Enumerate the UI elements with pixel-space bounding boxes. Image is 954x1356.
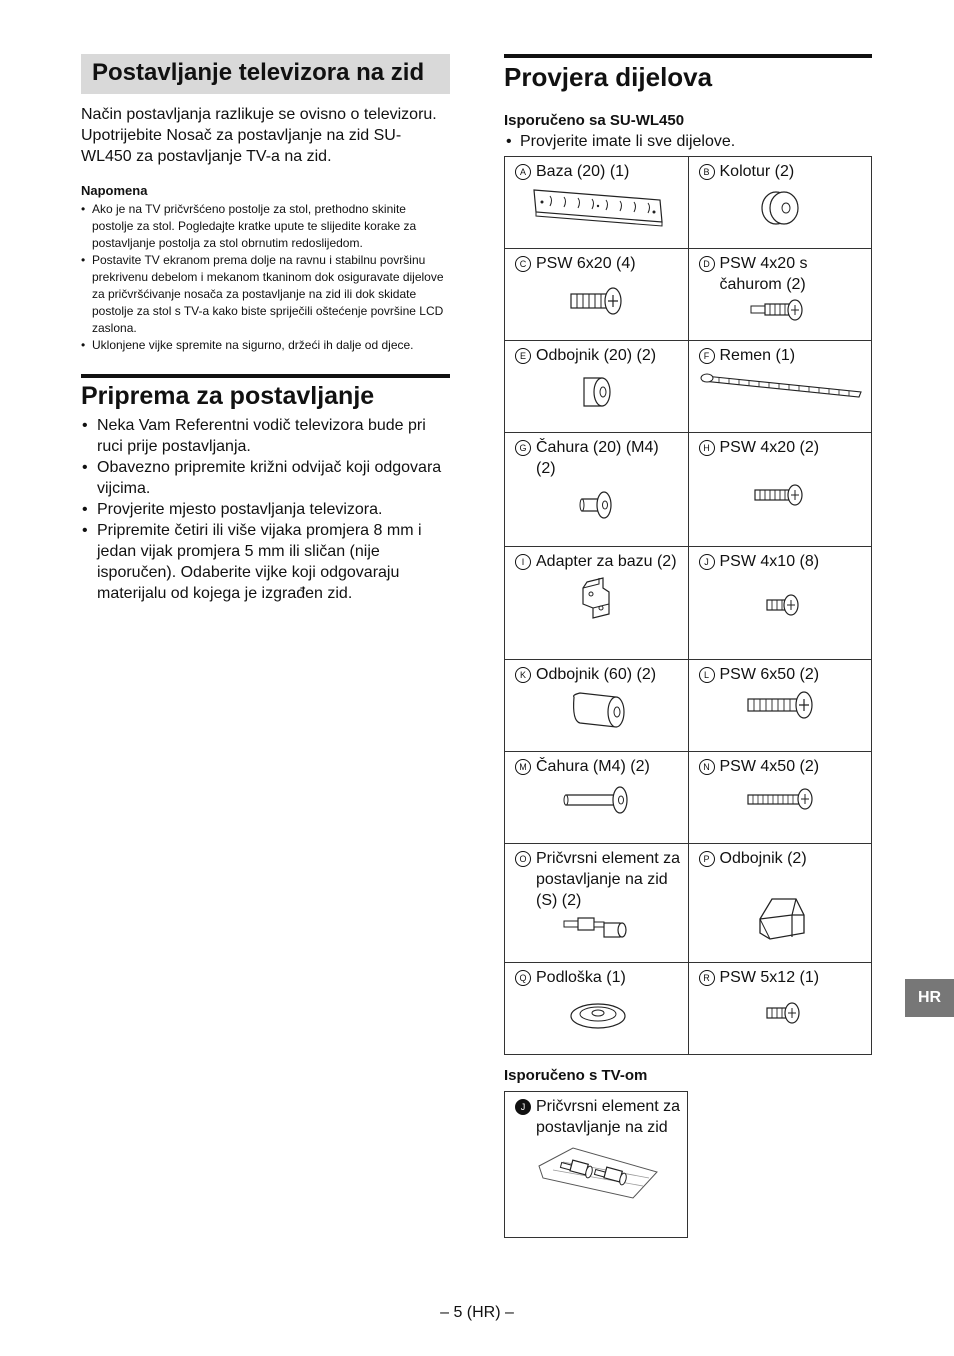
part-label: PSW 5x12 (1) [719, 969, 820, 986]
tv-parts-table [504, 1091, 688, 1238]
mounting-hook-pair-icon [533, 1138, 663, 1204]
part-cell-f [688, 341, 872, 433]
prep-item: • Neka Vam Referentni vodič televizora bude pri ruci prije postavljanja. [81, 415, 450, 457]
screw-icon [563, 282, 633, 322]
screw-icon [757, 994, 807, 1034]
part-cell-q [505, 963, 689, 1055]
letter-badge: R [699, 970, 715, 986]
letter-badge: E [515, 348, 531, 364]
note-item: • Uklonjene vijke spremite na sigurno, držeći ih dalje od djece. [81, 337, 450, 354]
intro-line-1: Način postavljanja razlikuje se ovisno o televizoru. [81, 106, 437, 123]
part-cell-d [688, 249, 872, 341]
letter-badge: J [699, 554, 715, 570]
part-label: Kolotur (2) [719, 163, 795, 180]
part-label: Odbojnik (60) (2) [536, 666, 657, 683]
part-cell-o [505, 844, 689, 963]
section-title-preparation: Priprema za postavljanje [81, 374, 450, 411]
supplied-with-heading: Isporučeno sa SU-WL450 [504, 112, 685, 129]
part-cell-n [688, 752, 872, 844]
part-label: Pričvrsni element za postavljanje na zid [536, 1098, 681, 1136]
part-cell-g [505, 433, 689, 547]
letter-badge: Q [515, 970, 531, 986]
spacer-icon [578, 370, 618, 414]
part-label: Čahura (M4) (2) [536, 758, 650, 775]
part-label: Adapter za bazu (2) [536, 553, 677, 570]
screw-icon [742, 687, 822, 727]
sleeve-icon [578, 485, 618, 525]
part-label: PSW 4x20 s čahurom (2) [719, 255, 808, 293]
letter-badge: F [699, 348, 715, 364]
part-cell-c [505, 249, 689, 341]
note-item: • Ako je na TV pričvršćeno postolje za stol, prethodno skinite postolje za stol. Pogledajte kratke upute te slijedite korake za postavljanje postolja za stol obrnutim redoslijedom. [81, 201, 450, 252]
part-label: PSW 6x20 (4) [536, 255, 636, 272]
rubber-spacer-icon [752, 893, 812, 943]
letter-badge: O [515, 851, 531, 867]
long-spacer-icon [566, 687, 630, 733]
tv-part-cell [505, 1092, 688, 1238]
note-list [81, 201, 450, 354]
prep-item: • Provjerite mjesto postavljanja televizora. [81, 499, 450, 520]
part-label: PSW 6x50 (2) [719, 666, 820, 683]
intro-line-2: Upotrijebite Nosač za postavljanje na zid SU-WL450 za postavljanje TV-a na zid. [81, 127, 402, 165]
section-title-wall-mounting: Postavljanje televizora na zid [81, 54, 450, 94]
prep-item: • Obavezno pripremite križni odvijač koji odgovara vijcima. [81, 457, 450, 499]
letter-badge: C [515, 256, 531, 272]
base-adapter-icon [573, 574, 623, 620]
part-label: Podloška (1) [536, 969, 626, 986]
wall-bracket-base-icon [528, 182, 668, 232]
letter-badge: K [515, 667, 531, 683]
washer-icon [563, 996, 633, 1036]
right-column [504, 54, 872, 1238]
letter-badge: G [515, 440, 531, 456]
section-title-parts-check: Provjera dijelova [504, 54, 872, 92]
letter-badge: I [515, 554, 531, 570]
letter-badge: N [699, 759, 715, 775]
part-cell-m [505, 752, 689, 844]
part-cell-l [688, 660, 872, 752]
page-number: – 5 (HR) – [440, 1304, 514, 1321]
part-label: PSW 4x10 (8) [719, 553, 820, 570]
check-note: • Provjerite imate li sve dijelove. [504, 131, 872, 152]
part-label: PSW 4x50 (2) [719, 758, 820, 775]
letter-badge: J [515, 1099, 531, 1115]
left-column [81, 54, 450, 604]
pulley-icon [752, 182, 812, 232]
note-title: Napomena [81, 183, 148, 198]
language-tab: HR [905, 979, 954, 1017]
note-item: • Postavite TV ekranom prema dolje na ravnu i stabilnu površinu prekrivenu debelom i mekanom tkaninom dok osiguravate dijelove za pričvršćivanje nosača za postavljanje na zid ili dok skidate postolje za stol s TV-a kako biste spriječili oštećenje površine LCD zaslona. [81, 252, 450, 337]
screw-icon [757, 586, 807, 626]
part-label: PSW 4x20 (2) [719, 439, 820, 456]
part-cell-h [688, 433, 872, 547]
part-label: Baza (20) (1) [536, 163, 630, 180]
intro-text [81, 104, 450, 167]
parts-table [504, 156, 872, 1055]
prep-list [81, 415, 450, 604]
part-cell-j [688, 547, 872, 660]
part-label: Čahura (20) (M4) (2) [536, 439, 659, 477]
part-cell-i [505, 547, 689, 660]
screw-icon [742, 781, 822, 821]
sleeved-screw-icon [747, 295, 817, 325]
part-label: Pričvrsni element za postavljanje na zid (S) (2) [536, 850, 681, 909]
screw-icon [747, 476, 817, 516]
part-label: Odbojnik (2) [719, 850, 807, 867]
supplied-with-tv-heading: Isporučeno s TV-om [504, 1067, 648, 1084]
part-label: Odbojnik (20) (2) [536, 347, 657, 364]
letter-badge: M [515, 759, 531, 775]
letter-badge: L [699, 667, 715, 683]
part-cell-b [688, 157, 872, 249]
part-cell-r [688, 963, 872, 1055]
letter-badge: A [515, 164, 531, 180]
part-cell-a [505, 157, 689, 249]
belt-icon [699, 366, 867, 402]
part-label: Remen (1) [719, 347, 796, 364]
part-cell-k [505, 660, 689, 752]
letter-badge: D [699, 256, 715, 272]
letter-badge: B [699, 164, 715, 180]
part-cell-p [688, 844, 872, 963]
mounting-hook-icon [558, 911, 638, 945]
prep-item: • Pripremite četiri ili više vijaka promjera 8 mm i jedan vijak promjera 5 mm ili sličan (nije isporučen). Odaberite vijke koji odgovaraju materijalu od kojega je izgrađen zid. [81, 520, 450, 604]
letter-badge: H [699, 440, 715, 456]
long-sleeve-icon [560, 781, 636, 821]
part-cell-e [505, 341, 689, 433]
letter-badge: P [699, 851, 715, 867]
